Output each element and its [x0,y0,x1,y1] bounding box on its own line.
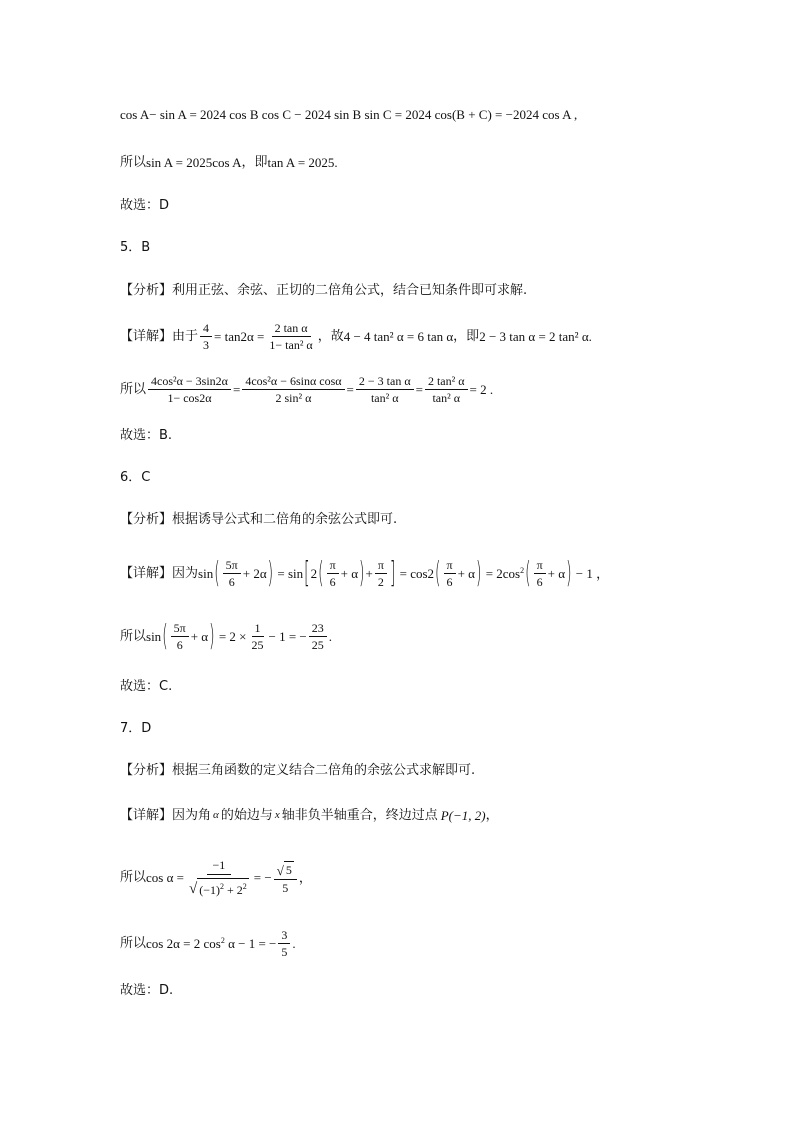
detail-text: 的始边与 [220,808,273,823]
detail-label: 【详解】 [120,808,173,823]
fraction: √ 5 5 [274,861,297,895]
answer-text: 故选：C. [120,679,173,694]
text-end: . [334,155,338,170]
analysis-text: 利用正弦、余弦、正切的二倍角公式，结合已知条件即可求解. [172,283,528,298]
text-prefix: 所以 [120,870,147,885]
question-6-derivation: 所以 sin ( $\frac{5\pi}{6}$ + α ) = 2 × $\frac{1}{25}$ − 1 = − $\frac{23}{25}$ . [120,619,333,654]
math-expr: 4 − 4 tan² α = 6 tan α [343,329,454,344]
question-5-analysis [120,284,527,297]
analysis-label: 【分析】 [120,283,173,298]
heading-text: 6．C [120,470,151,485]
answer-4 [120,199,169,212]
detail-prefix: 由于 [172,329,199,344]
text-prefix: 所以 [120,629,147,644]
math-expr: = 2 . [469,382,494,397]
fraction [200,321,212,352]
fraction-denominator: tan² α [370,391,399,405]
equation-line-1 [120,108,577,121]
math-symbol: x [274,809,280,821]
detail-text: 轴非负半轴重合，终边过点 [281,808,438,823]
detail-label: 【详解】 [120,566,173,581]
fraction [266,321,315,352]
detail-label: 【详解】 [120,329,173,344]
fraction: −1 √ $(-1)^2 + 2^2$ [189,858,247,897]
question-5-heading [120,241,150,254]
equation-line-2 [120,156,338,169]
answer-6 [120,680,172,693]
fraction-numerator: 2 − 3 tan α [356,374,414,390]
text-prefix: 所以 [120,155,147,170]
question-5-detail [120,321,592,352]
fraction [148,374,231,405]
analysis-label: 【分析】 [120,763,173,778]
fraction [356,374,414,405]
text-end: . [588,329,592,344]
question-6-heading [120,471,150,484]
fraction-numerator: 4cos²α − 3sin2α [148,374,231,390]
fraction: $\frac{\pi}{6}$ [444,558,456,589]
fraction-numerator: 4 [200,321,212,337]
fraction-denominator: 1− tan² α [269,338,313,352]
fraction [242,374,344,405]
answer-text: 故选：B. [120,428,173,443]
fraction: $\frac{23}{25}$ [309,621,327,652]
question-7-heading [120,722,151,735]
text-end: ， [485,808,499,823]
fraction: $\frac{\pi}{6}$ [534,558,546,589]
analysis-text: 根据三角函数的定义结合二倍角的余弦公式求解即可. [172,763,476,778]
fraction: $\frac{1}{25}$ [251,621,264,652]
answer-7 [120,984,173,997]
text-prefix: 所以 [120,382,147,397]
math-symbol: α [213,809,219,821]
analysis-label: 【分析】 [120,512,173,527]
fraction-denominator: 3 [203,338,210,352]
text-mid: ，即 [453,329,480,344]
math-expr: P(−1, 2) [440,808,486,823]
question-7-derivation-1: 所以 cos α = −1 √ $(-1)^2 + 2^2$ = − √ 5 5 ， [120,858,312,897]
heading-text: 5．B [120,240,151,255]
question-6-analysis [120,513,397,526]
question-5-derivation: 所以 $\frac{\text{4cos²α − 3sin2α}}{1- \cos 2\alpha}$ = $\frac{\text{4cos²α − 6sinα cosα}}{\text{2 sin² α}}$ = $\frac{\text{2 − 3 tan α}}{\text{tan² α}}$ = $\frac{\text{2 tan² α}}{\text{tan² α}}$ = 2 . [120,374,494,405]
text-prefix: 所以 [120,936,147,951]
fraction: $\frac{\pi}{6}$ [327,558,339,589]
question-7-derivation-2: 所以 cos 2α = 2 $\cos^2 \alpha - 1$ = − $\frac{3}{5}$ . [120,928,296,959]
fraction-denominator: 2 sin² α [275,391,312,405]
text-mid: ，故 [317,329,344,344]
fraction [425,374,468,405]
fraction: $\frac{5\pi}{6}$ [223,558,241,589]
fraction: $\frac{3}{5}$ [278,928,290,959]
answer-text: 故选：D [120,198,170,213]
equation-text: cos A− sin A = 2024 cos B cos C − 2024 sin B sin C = 2024 cos(B + C) = −2024 cos A , [120,107,578,122]
answer-text: 故选：D. [120,983,174,998]
question-7-analysis [120,764,475,777]
fraction: $\frac{5\pi}{6}$ [171,621,189,652]
answer-5 [120,429,172,442]
fraction-denominator: 1− cos2α [167,391,212,405]
question-6-detail: 【详解】 因为 sin ( $\frac{5\pi}{6}$ + 2α ) = sin [ 2 ( $\frac{\pi}{6}$ + α ) + $\frac{\pi}{2}$ ] = cos2 ( $\frac{\pi}{6}$ + α ) = $2\cos^2$ ( $\frac{\pi}{6}$ + α ) − 1 ， [120,556,610,591]
question-7-detail [120,809,499,822]
fraction-numerator: 4cos²α − 6sinα cosα [242,374,344,390]
math-expr: 2 − 3 tan α = 2 tan² α [479,329,589,344]
detail-text: 因为角 [172,808,212,823]
math-expr: sin A = 2025cos A [146,155,242,170]
detail-prefix: 因为 [172,566,199,581]
heading-text: 7．D [120,721,152,736]
math-expr: tan A = 2025 [267,155,335,170]
fraction: $\frac{\pi}{2}$ [375,558,387,589]
analysis-text: 根据诱导公式和二倍角的余弦公式即可. [172,512,398,527]
math-expr: = tan2α = [214,329,265,344]
fraction-numerator: 2 tan α [272,321,311,337]
fraction-denominator: tan² α [432,391,460,405]
fraction-numerator: 2 tan² α [425,374,468,390]
text-mid: ，即 [241,155,268,170]
